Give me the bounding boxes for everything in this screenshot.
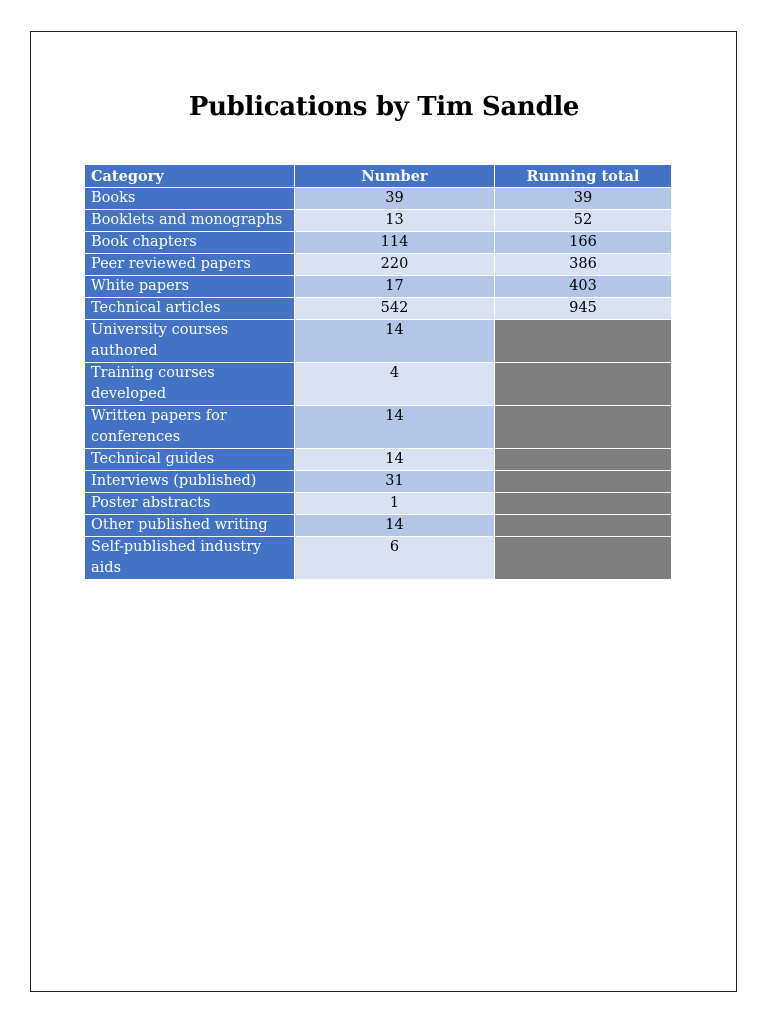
empty-running-total-cell [495,406,672,449]
category-cell: White papers [85,276,295,298]
number-cell: 4 [295,363,495,406]
publications-table [84,165,672,580]
number-cell: 14 [295,449,495,471]
number-cell: 1 [295,493,495,515]
category-cell: Written papers for conferences [85,406,295,449]
document-title: Publications by Tim Sandle [188,92,580,122]
table-row [85,254,672,276]
empty-running-total-cell [495,449,672,471]
empty-running-total-cell [495,471,672,493]
number-cell: 542 [295,298,495,320]
number-cell: 31 [295,471,495,493]
table-row [85,363,672,406]
category-cell: Other published writing [85,515,295,537]
column-header-category: Category [85,165,295,188]
category-cell: Technical articles [85,298,295,320]
table-row [85,406,672,449]
table-row [85,449,672,471]
column-header-number: Number [295,165,495,188]
number-cell: 6 [295,537,495,580]
number-cell: 14 [295,320,495,363]
category-cell: Self-published industry aids [85,537,295,580]
category-cell: Peer reviewed papers [85,254,295,276]
table-row [85,515,672,537]
table-row [85,210,672,232]
number-cell: 14 [295,515,495,537]
table-row [85,276,672,298]
table-row [85,471,672,493]
category-cell: Training courses developed [85,363,295,406]
running-total-cell: 52 [495,210,672,232]
table-header-row [85,165,672,188]
category-cell: University courses authored [85,320,295,363]
category-cell: Technical guides [85,449,295,471]
empty-running-total-cell [495,537,672,580]
table-row [85,320,672,363]
column-header-running-total: Running total [495,165,672,188]
table-row [85,232,672,254]
category-cell: Poster abstracts [85,493,295,515]
empty-running-total-cell [495,515,672,537]
empty-running-total-cell [495,320,672,363]
table-row [85,188,672,210]
number-cell: 39 [295,188,495,210]
table-row [85,493,672,515]
running-total-cell: 166 [495,232,672,254]
running-total-cell: 39 [495,188,672,210]
empty-running-total-cell [495,493,672,515]
number-cell: 13 [295,210,495,232]
table-row [85,298,672,320]
table-row [85,537,672,580]
running-total-cell: 403 [495,276,672,298]
category-cell: Book chapters [85,232,295,254]
running-total-cell: 945 [495,298,672,320]
category-cell: Interviews (published) [85,471,295,493]
empty-running-total-cell [495,363,672,406]
category-cell: Books [85,188,295,210]
number-cell: 220 [295,254,495,276]
number-cell: 114 [295,232,495,254]
number-cell: 14 [295,406,495,449]
running-total-cell: 386 [495,254,672,276]
category-cell: Booklets and monographs [85,210,295,232]
number-cell: 17 [295,276,495,298]
